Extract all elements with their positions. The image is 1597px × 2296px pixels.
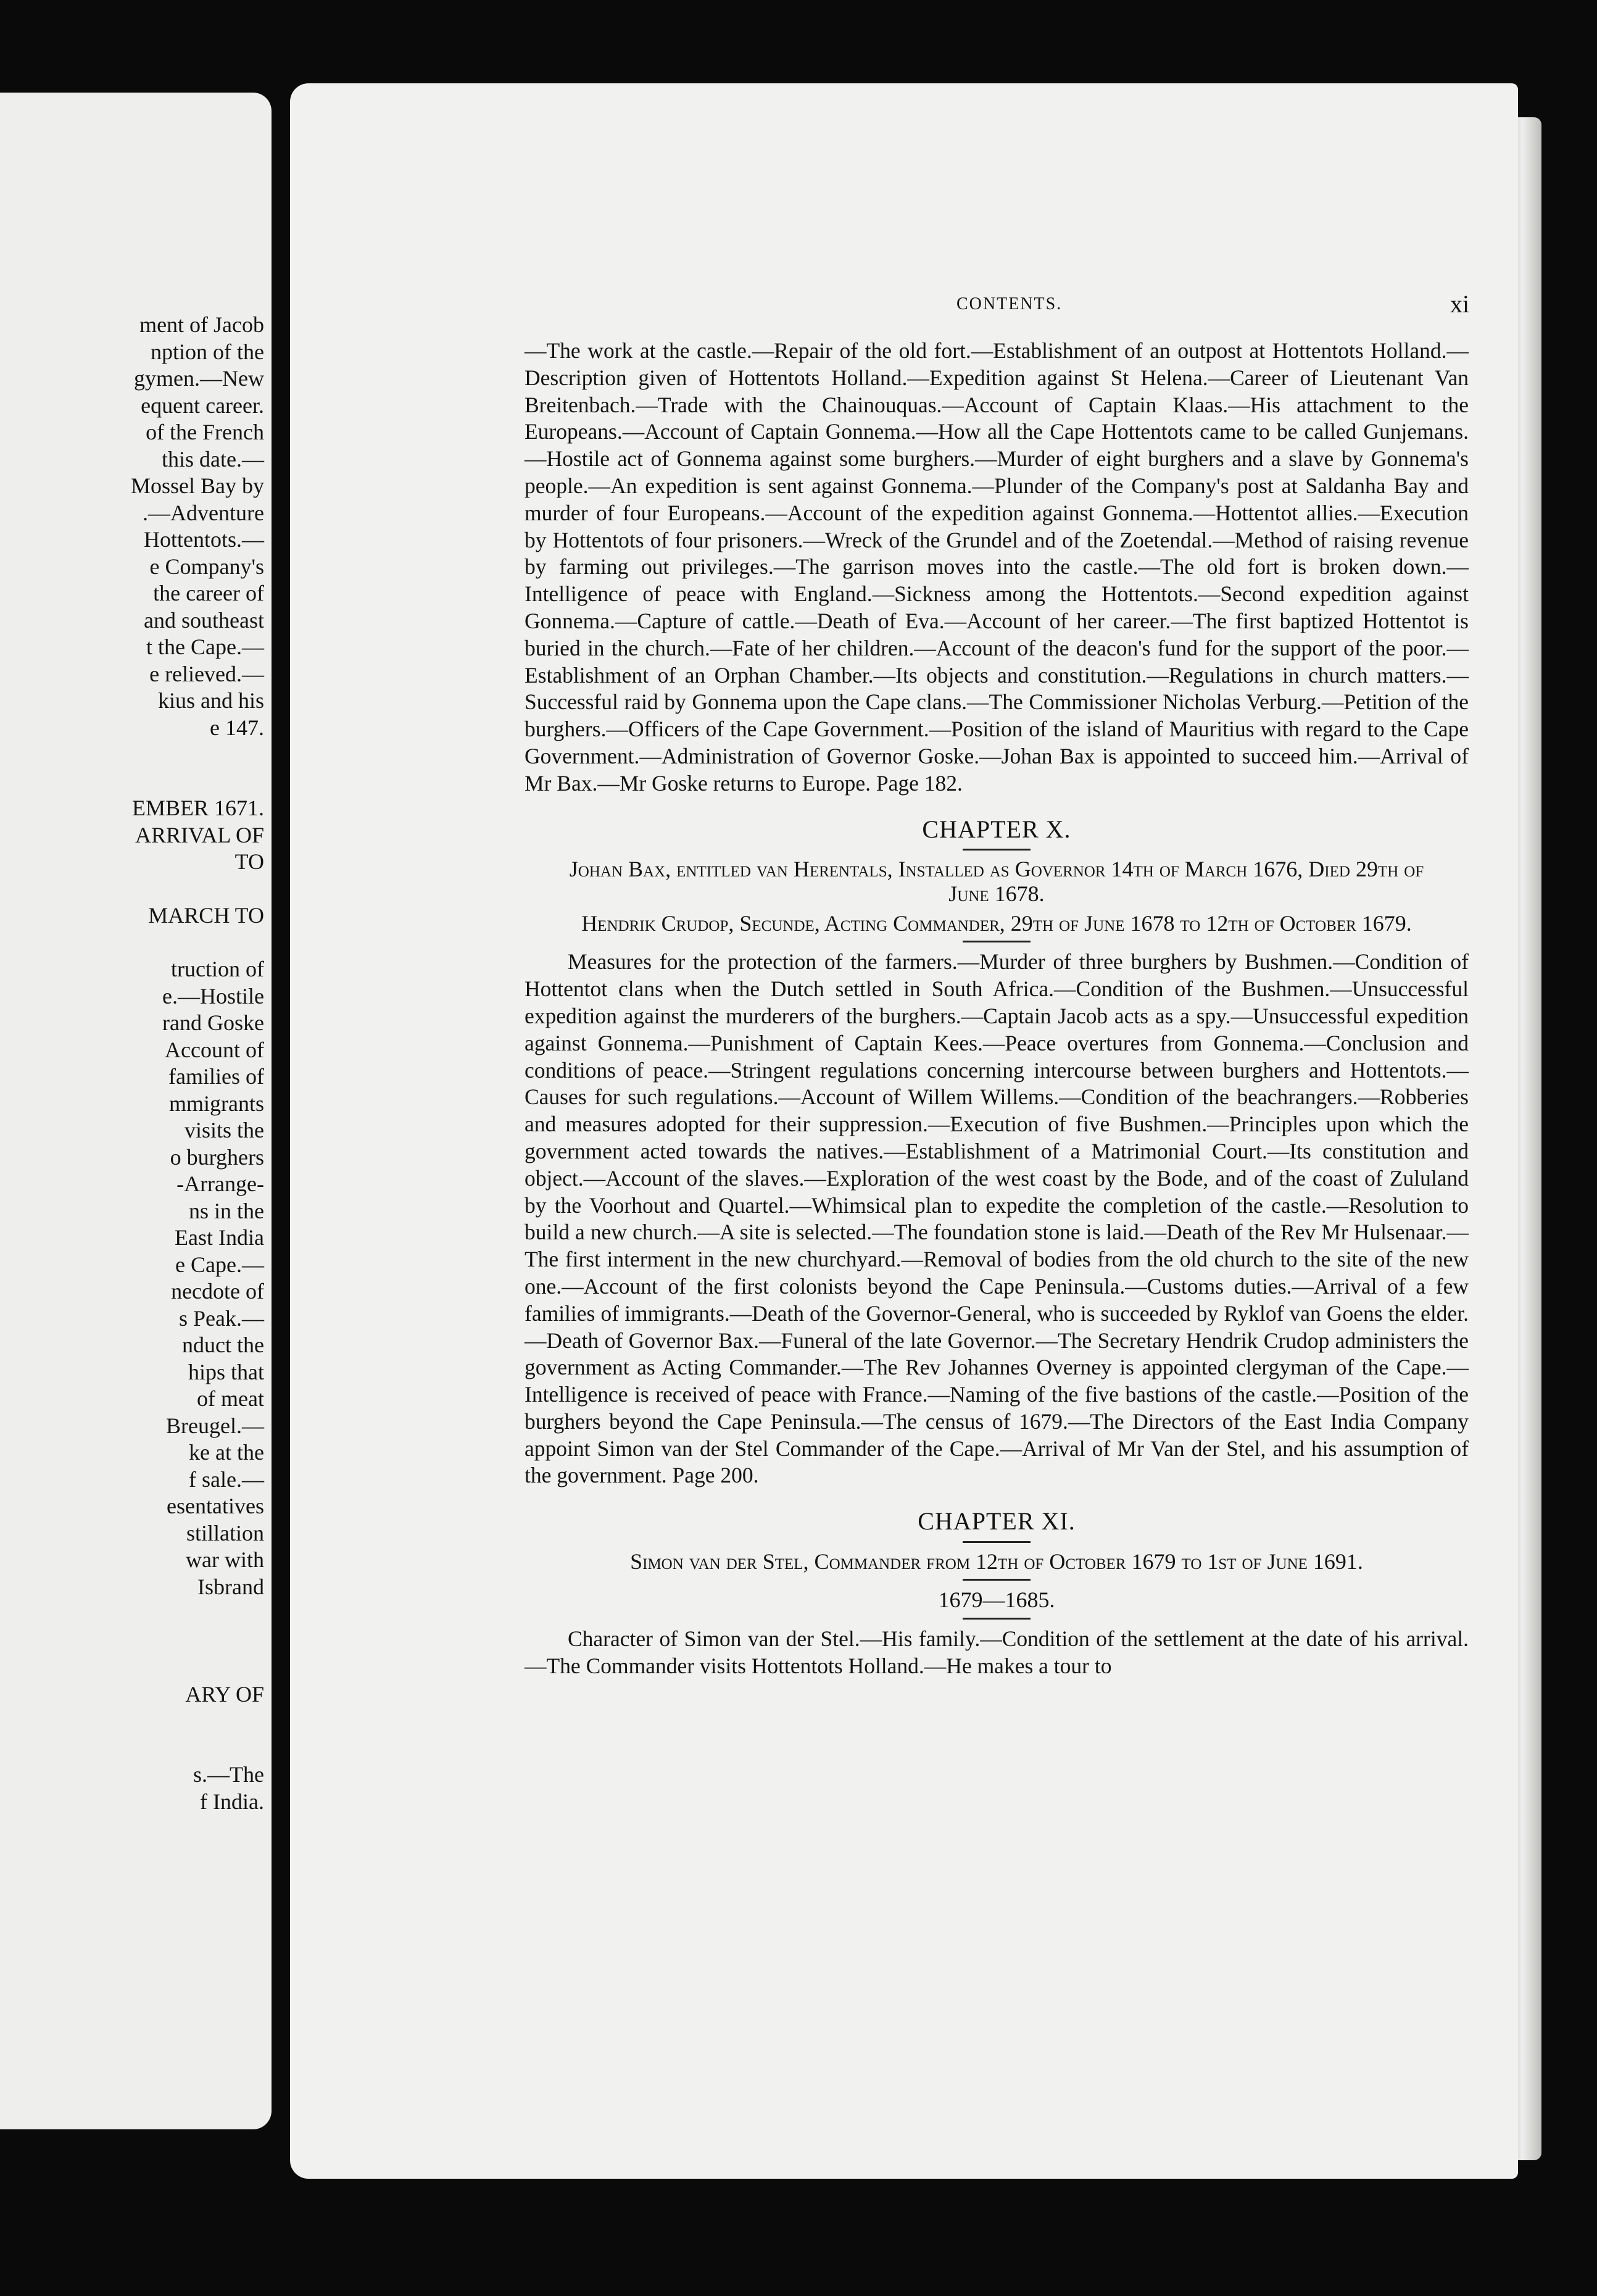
left-page-line: Hottentots.—	[144, 527, 264, 552]
left-page-line: ARY OF	[185, 1681, 264, 1707]
left-page-line: Isbrand	[197, 1574, 264, 1599]
left-page-line	[131, 1735, 264, 1762]
left-page-line: esentatives	[167, 1494, 264, 1518]
left-page-line: Breugel.—	[166, 1413, 264, 1438]
left-page-line: e 147.	[210, 715, 264, 740]
left-page-line: of the French	[146, 420, 264, 444]
left-page-line: of meat	[197, 1386, 264, 1411]
left-page-text	[131, 312, 264, 1815]
left-page-line: e relieved.—	[149, 661, 264, 686]
chapter-xi-subtitle: Simon van der Stel, Commander from 12th of October 1679 to 1st of June 1691.	[630, 1549, 1363, 1574]
chapter-xi-summary: Character of Simon van der Stel.—His family.—Condition of the settlement at the date of his arrival.—The Commander visits Hottentots Holland.—He makes a tour to	[525, 1626, 1469, 1678]
left-page-line: nption of the	[151, 339, 264, 364]
chapter-xi-title: CHAPTER XI.	[918, 1507, 1076, 1536]
left-page-line: o burghers	[170, 1144, 264, 1170]
left-page-line: rand Goske	[162, 1010, 264, 1035]
left-page-line: .—Adventure	[143, 500, 264, 525]
left-page-line: s.—The	[193, 1762, 264, 1787]
left-page-line: the career of	[153, 581, 264, 605]
chapter-ix-summary: —The work at the castle.—Repair of the old fort.—Establishment of an outpost at Hottentots Holland.—Description given of Hottentots Holland.—Expedition against St Helena.—Career of Lieutenant Van Breitenbach.—Trade with the Chainouquas.—Account of Captain Klaas.—His attachment to the Europeans.—Account of Captain Gonnema.—How all the Cape Hottentots came to be called Gunjemans.—Hostile act of Gonnema against some burghers.—Murder of eight burghers and a slave by Gonnema's people.—An expedition is sent against Gonnema.—Plunder of the Company's post at Saldanha Bay and murder of four Europeans.—Account of the expedition against Gonnema.—Hottentot allies.—Execution by Hottentots of four prisoners.—Wreck of the Grundel and of the Zoetendal.—Method of raising revenue by farming out privileges.—The garrison moves into the castle.—The old fort is broken down.—Intelligence of peace with England.—Sickness among the Hottentots.—Second expedition against Gonnema.—Capture of cattle.—Death of Eva.—Account of her career.—The first baptized Hottentot is buried in the church.—Fate of her children.—Account of the deacon's fund for the support of the poor.—Establishment of an Orphan Chamber.—Its objects and constitution.—Regulations in church matters.—Successful raid by Gonnema upon the Cape clans.—The Commissioner Nicholas Verburg.—Petition of the burghers.—Officers of the Cape Government.—Position of the island of Mauritius with regard to the Cape Government.—Administration of Governor Goske.—Johan Bax is appointed to succeed him.—Arrival of Mr Bax.—Mr Goske returns to Europe. Page 182.	[525, 338, 1469, 796]
left-page-line: EMBER 1671.	[131, 796, 264, 820]
left-page-line: t the Cape.—	[146, 634, 264, 659]
left-page-line: TO	[234, 849, 264, 874]
left-page-line	[131, 1628, 264, 1655]
subtitle-rule	[963, 941, 1031, 942]
left-page-line: visits the	[184, 1118, 264, 1142]
page-header	[290, 290, 1518, 331]
chapter-xi-years: 1679—1685.	[938, 1587, 1055, 1613]
left-page-line: ment of Jacob	[139, 312, 264, 337]
left-page	[0, 93, 272, 2129]
left-page-line: this date.—	[162, 446, 264, 472]
left-page-line: stillation	[186, 1520, 264, 1545]
left-page-line: truction of	[171, 957, 264, 981]
left-page-line: e.—Hostile	[162, 983, 264, 1009]
left-page-line	[131, 741, 264, 768]
chapter-x-summary: Measures for the protection of the farmers.—Murder of three burghers by Bushmen.—Condition of Hottentot clans when the Dutch settled in South Africa.—Condition of the Bushmen.—Unsuccessful expedition against the murderers of the burghers.—Captain Jacob acts as a spy.—Unsuccessful expedition against Gonnema.—Punishment of Captain Kees.—Peace overtures from Gonnema.—Conclusion and conditions of peace.—Stringent regulations concerning intercourse between burghers and Hottentots.—Causes for such regulations.—Account of Willem Willems.—Condition of the beachrangers.—Robberies and measures adopted for their suppression.—Execution of five Bushmen.—Principles upon which the government acted towards the natives.—Establishment of a Matrimonial Court.—Its constitution and object.—Account of the slaves.—Exploration of the west coast by the Bode, and of the coast of Zululand by the Voorhout and Quartel.—Whimsical plan to expedite the completion of the castle.—Resolution to build a new church.—A site is selected.—The foundation stone is laid.—Death of the Rev Mr Hulsenaar.—The first interment in the new churchyard.—Removal of bodies from the old church to the site of the new one.—Account of the first colonists beyond the Cape Peninsula.—Customs duties.—Arrival of a few families of immigrants.—Death of the Governor-General, who is succeeded by Ryklof van Goens the elder.—Death of Governor Bax.—Funeral of the late Governor.—The Secretary Hendrik Crudop administers the government as Acting Commander.—The Rev Johannes Overney is appointed clergyman of the Cape.—Intelligence is received of peace with France.—Naming of the five bastions of the castle.—Position of the burghers beyond the Cape Peninsula.—The census of 1679.—The Directors of the East India Company appoint Simon van der Stel Commander of the Cape.—Arrival of Mr Van der Stel, and his assumption of the government. Page 200.	[525, 949, 1469, 1488]
title-rule	[963, 849, 1031, 851]
chapter-x-subtitle-bax: Johan Bax, entitled van Herentals, Installed as Governor 14th of March 1676, Died 29th of June 1678.	[569, 857, 1424, 907]
left-page-line: Account of	[165, 1037, 264, 1062]
subtitle-rule	[963, 1579, 1031, 1581]
left-page-line: East India	[175, 1225, 264, 1250]
left-page-line: ke at the	[189, 1440, 264, 1465]
left-page-line: e Company's	[149, 554, 264, 579]
left-page-line: f sale.—	[189, 1466, 264, 1492]
left-page-line: mmigrants	[169, 1091, 264, 1116]
contents-column	[525, 338, 1469, 1679]
left-page-line: hips that	[188, 1359, 264, 1384]
left-page-line: equent career.	[141, 393, 264, 418]
left-page-line: nduct the	[182, 1333, 264, 1357]
right-page	[290, 83, 1518, 2179]
left-page-line	[131, 768, 264, 796]
left-page-line	[131, 1600, 264, 1628]
left-page-line: MARCH TO	[148, 903, 264, 928]
years-rule	[963, 1618, 1031, 1620]
left-page-line: s Peak.—	[179, 1305, 264, 1331]
left-page-line: -Arrange-	[176, 1171, 264, 1196]
left-page-line: kius and his	[157, 688, 264, 713]
chapter-x-subtitle-crudop: Hendrik Crudop, Secunde, Acting Commander, 29th of June 1678 to 12th of October 1679.	[581, 911, 1412, 936]
left-page-line: Mossel Bay by	[131, 473, 264, 498]
left-page-line	[131, 1708, 264, 1735]
left-page-line: ns in the	[189, 1198, 264, 1223]
left-page-line: gymen.—New	[134, 366, 264, 391]
left-page-line: f India.	[200, 1789, 264, 1814]
left-page-line: war with	[186, 1547, 264, 1572]
left-page-line	[131, 1654, 264, 1681]
left-page-line	[131, 876, 264, 903]
running-head: CONTENTS.	[956, 294, 1063, 314]
left-page-line: ARRIVAL OF	[135, 822, 264, 847]
left-page-line: families of	[168, 1064, 264, 1089]
page-number: xi	[1450, 290, 1470, 318]
title-rule	[963, 1541, 1031, 1543]
left-page-line: necdote of	[171, 1279, 264, 1304]
left-page-line	[131, 930, 264, 957]
left-page-line: e Cape.—	[175, 1252, 264, 1277]
left-page-line: and southeast	[144, 607, 264, 633]
chapter-x-title: CHAPTER X.	[922, 815, 1071, 843]
